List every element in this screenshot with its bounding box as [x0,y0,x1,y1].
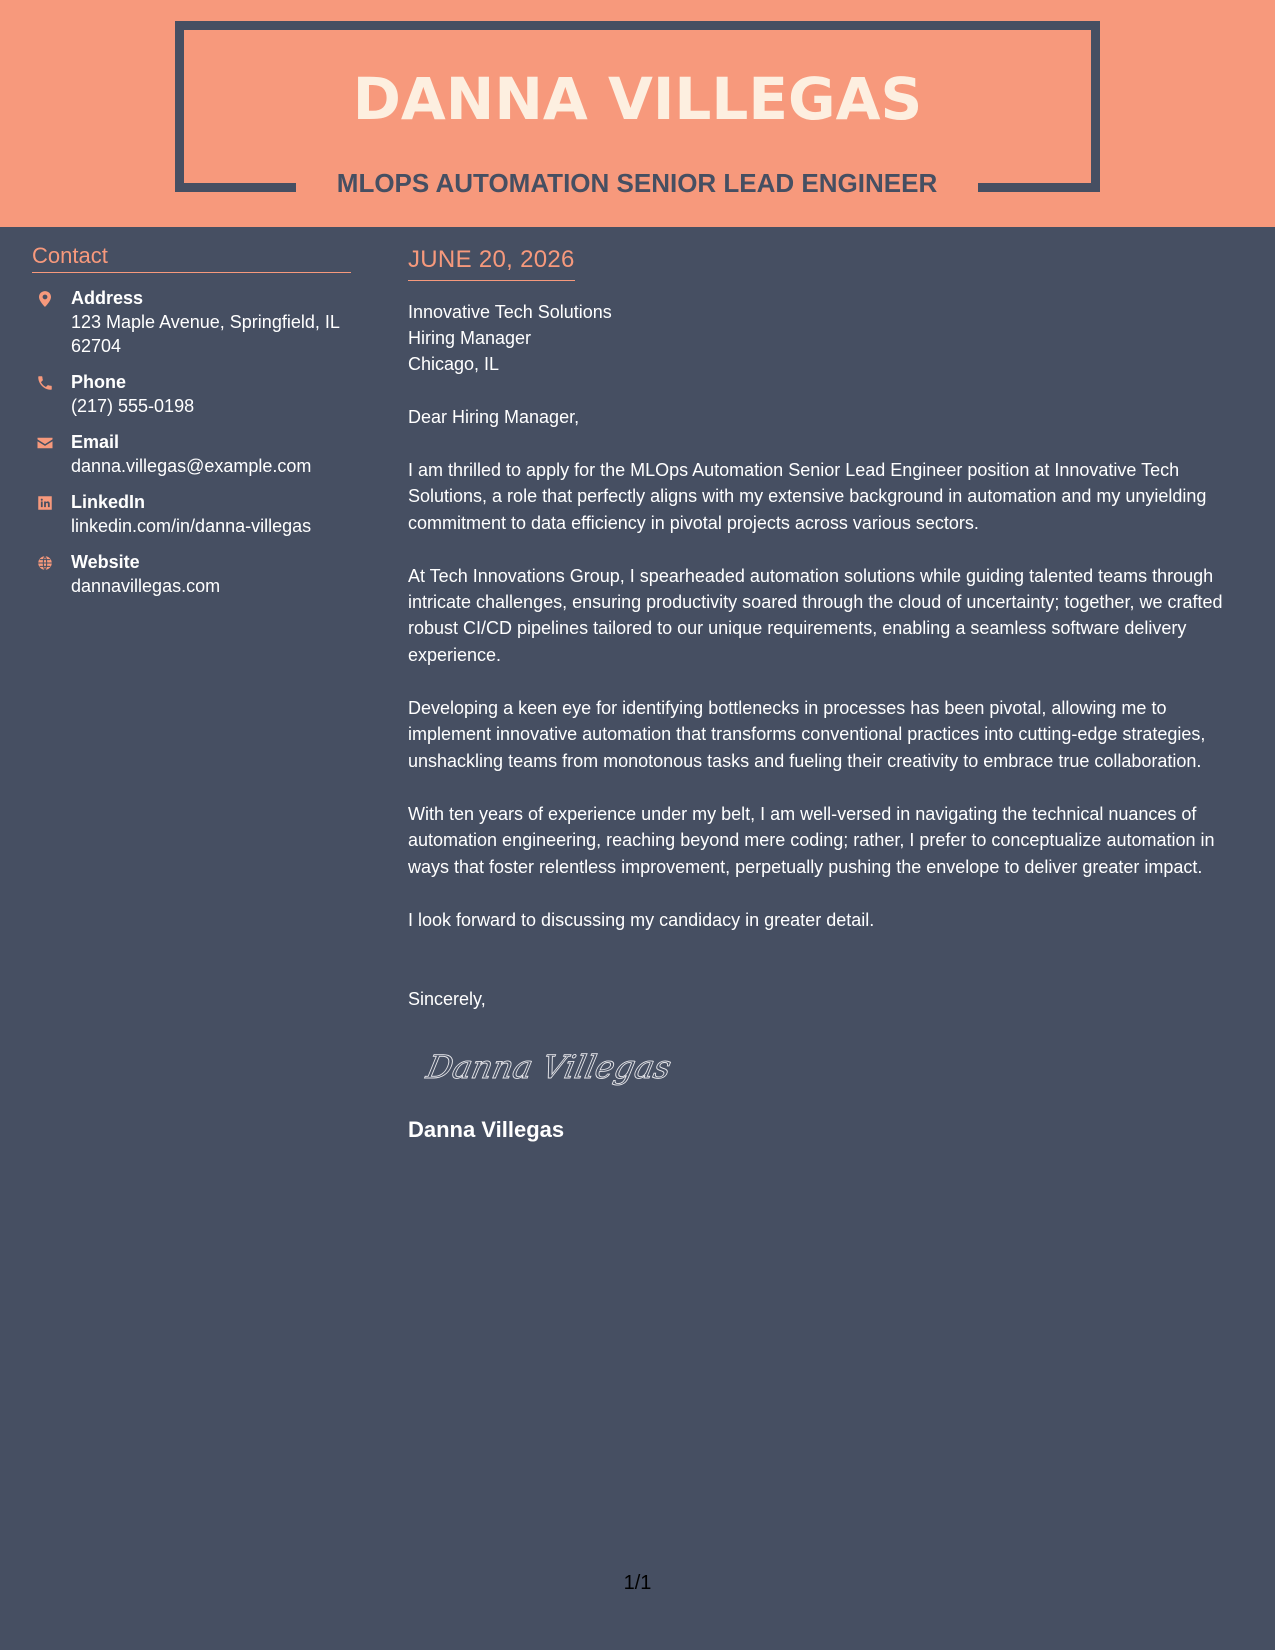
recipient-location: Chicago, IL [408,354,500,374]
letter-body [408,243,1250,1144]
letter-paragraph: Developing a keen eye for identifying bottlenecks in processes has been pivotal, allowing me to implement innovative automation that transforms conventional practices into cutting-edge strategies, unshackling teams from monotonous tasks and fueling their creativity to embrace true collaboration. [408,698,1206,771]
contact-item-email [32,430,351,478]
linkedin-icon [36,494,54,512]
contact-label: Email [71,432,120,452]
recipient-company: Innovative Tech Solutions [408,302,612,322]
contact-item-website [32,550,351,598]
header-frame-foot-left [175,183,296,192]
contact-value: linkedin.com/in/danna-villegas [71,516,312,536]
recipient-block [408,299,1250,377]
recipient-role: Hiring Manager [408,328,532,348]
header-frame-foot-right [978,183,1100,192]
contact-item-linkedin [32,490,351,538]
globe-icon [36,554,54,572]
letter-paragraph: I look forward to discussing my candidacy in greater detail. [408,909,875,930]
closing: Sincerely, [408,989,486,1010]
map-pin-icon [36,290,54,308]
contact-item-phone [32,370,351,418]
contact-value: dannavillegas.com [71,576,221,596]
letter-paragraph: I am thrilled to apply for the MLOps Automation Senior Lead Engineer position at Innovative Tech Solutions, a role that perfectly aligns with my extensive background in automation and my unyielding commitment to data efficiency in pivotal projects across various sectors. [408,460,1207,533]
contact-item-address [32,286,351,358]
signature-image [422,1036,682,1096]
contact-label: Phone [71,372,127,392]
applicant-name: DANNA VILLEGAS [352,65,923,133]
contact-sidebar [32,243,351,598]
letter-paragraph: At Tech Innovations Group, I spearheaded automation solutions while guiding talented teams through intricate challenges, ensuring productivity soared through the cloud of uncertainty; together, we crafted robust CI/CD pipelines tailored to our unique requirements, enabling a seamless software delivery experience. [408,565,1223,665]
page-indicator: 1/1 [623,1572,652,1594]
phone-icon [36,374,54,392]
contact-heading: Contact [32,243,351,273]
signature-text: Danna Villegas [423,1048,675,1087]
job-title: MLOPS AUTOMATION SENIOR LEAD ENGINEER [336,168,938,198]
contact-label: Address [71,288,144,308]
contact-value: 123 Maple Avenue, Springfield, IL 62704 [71,312,340,356]
signed-name: Danna Villegas [408,1117,565,1143]
contact-value: danna.villegas@example.com [71,456,312,476]
contact-label: Website [71,552,140,572]
envelope-icon [36,434,54,452]
letter-paragraph: With ten years of experience under my belt, I am well-versed in navigating the technical nuances of automation engineering, reaching beyond mere coding; rather, I prefer to conceptualize automation in ways that foster relentless improvement, perpetually pushing the envelope to deliver greater impact. [408,803,1215,877]
salutation: Dear Hiring Manager, [408,407,580,427]
contact-label: LinkedIn [71,492,146,512]
letter-date: JUNE 20, 2026 [408,243,575,281]
contact-value: (217) 555-0198 [71,396,195,416]
